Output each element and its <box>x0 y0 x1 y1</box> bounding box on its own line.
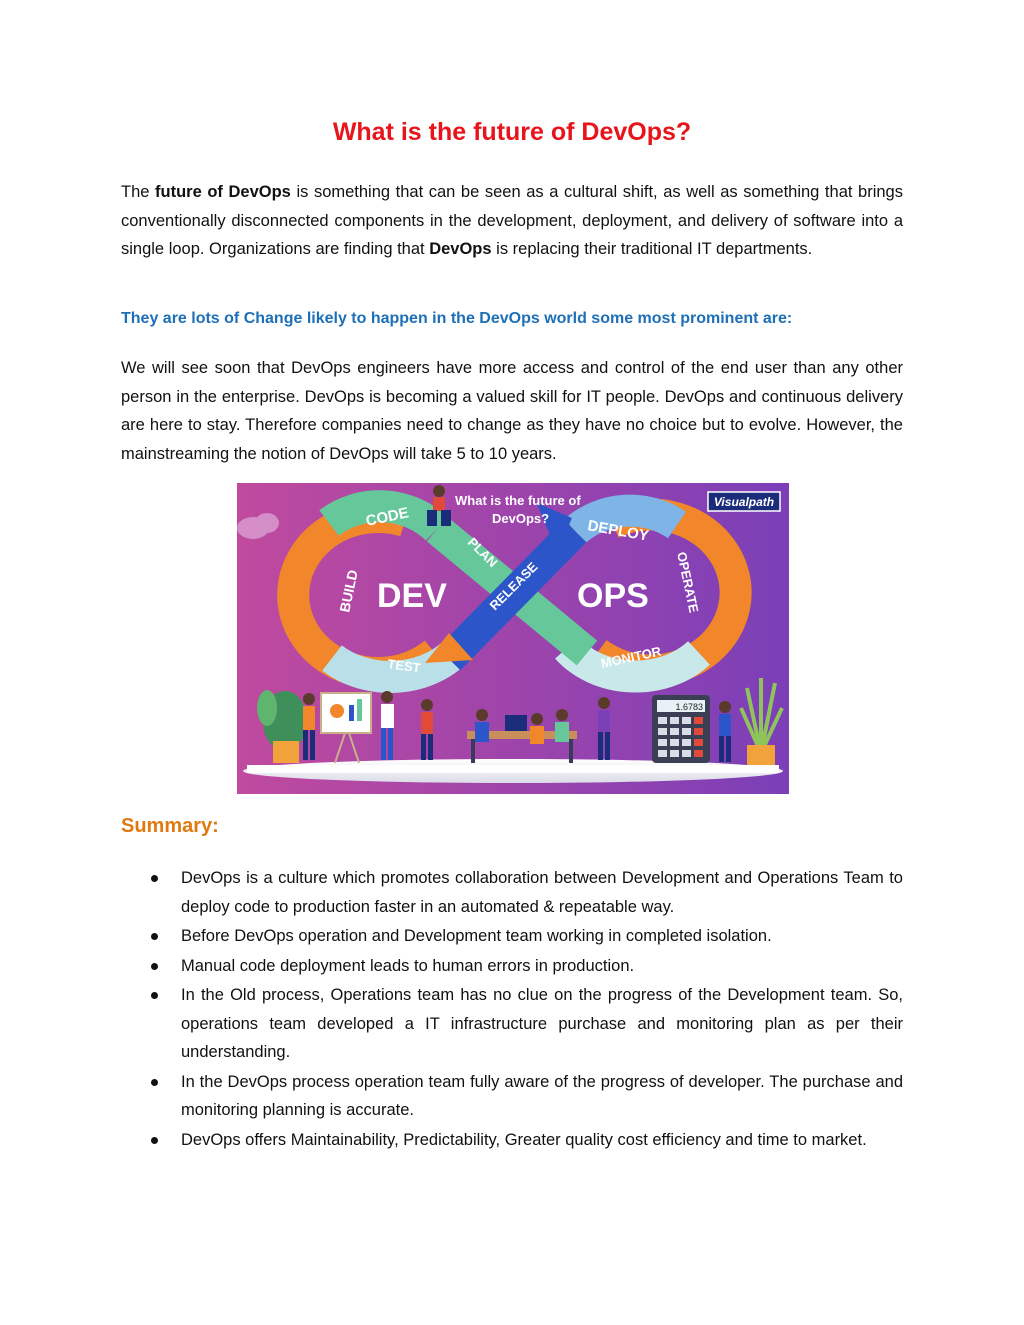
stage-deploy-label: DEPLOY <box>586 517 651 545</box>
changes-paragraph: We will see soon that DevOps engineers have more access and control of the end user than any other person in the enterprise. DevOps is becoming a valued skill for IT people. DevOps and continuous delivery are here to stay. Therefore companies need to change as they have no choice but to evolve. However, the mainstreaming the notion of DevOps will take 5 to 10 years. <box>121 359 903 463</box>
caption-line-2: DevOps? <box>492 511 550 526</box>
list-item-text: In the DevOps process operation team fully aware of the progress of developer. The purchase and monitoring planning is accurate. <box>181 1072 903 1119</box>
intro-bold-devops: DevOps <box>429 240 492 258</box>
list-item <box>121 952 903 981</box>
changes-heading: They are lots of Change likely to happen in the DevOps world some most prominent are: <box>121 310 793 327</box>
list-item <box>121 1068 903 1125</box>
intro-prefix: The <box>121 183 156 201</box>
list-item-text: DevOps is a culture which promotes collaboration between Development and Operations Team to deploy code to production faster in an automated & repeatable way. <box>181 869 903 916</box>
ops-label: OPS <box>577 577 649 615</box>
summary-list <box>121 864 903 1155</box>
list-item-text: DevOps offers Maintainability, Predictability, Greater quality cost efficiency and time to market. <box>181 1130 867 1149</box>
list-item-text: In the Old process, Operations team has no clue on the progress of the Development team. So, operations team developed a IT infrastructure purchase and monitoring plan as per their understanding. <box>181 986 903 1061</box>
intro-suffix: is replacing their traditional IT departments. <box>491 240 813 258</box>
stage-code-label: CODE <box>364 504 411 530</box>
stage-operate-label: OPERATE <box>674 550 702 615</box>
bullet-icon <box>151 1137 158 1144</box>
floor-top <box>247 765 779 773</box>
caption-line-1: What is the future of <box>455 493 581 508</box>
summary-heading: Summary: <box>121 815 219 837</box>
bullet-icon <box>151 933 158 940</box>
list-item <box>121 1126 903 1155</box>
list-item <box>121 864 903 921</box>
brand-label: Visualpath <box>713 495 775 509</box>
list-item <box>121 922 903 951</box>
bullet-icon <box>151 875 158 882</box>
list-item-text: Before DevOps operation and Development team working in completed isolation. <box>181 927 772 945</box>
intro-bold-future: future of DevOps <box>155 183 291 201</box>
devops-infinity-illustration <box>237 483 789 794</box>
stage-monitor-label: MONITOR <box>599 643 663 671</box>
illustration-svg <box>237 483 789 794</box>
stage-plan-label: PLAN <box>464 534 501 571</box>
intro-paragraph <box>121 178 903 264</box>
list-item-text: Manual code deployment leads to human errors in production. <box>181 956 635 975</box>
page-title: What is the future of DevOps? <box>332 118 692 146</box>
stage-release-label: RELEASE <box>486 559 541 614</box>
stage-build-label: BUILD <box>336 568 361 614</box>
list-item <box>121 981 903 1067</box>
dev-label: DEV <box>377 577 447 615</box>
calculator-display: 1.6783 <box>675 702 703 712</box>
stage-test-label: TEST <box>386 656 422 676</box>
intro-middle: is something that can be seen as a cultural shift, as well as something that brings conventionally disconnected components in the development, deployment, and delivery of software into a single loop. Organizations are finding that <box>121 183 903 258</box>
bullet-icon <box>151 992 158 999</box>
bullet-icon <box>151 1079 158 1086</box>
bullet-icon <box>151 963 158 970</box>
